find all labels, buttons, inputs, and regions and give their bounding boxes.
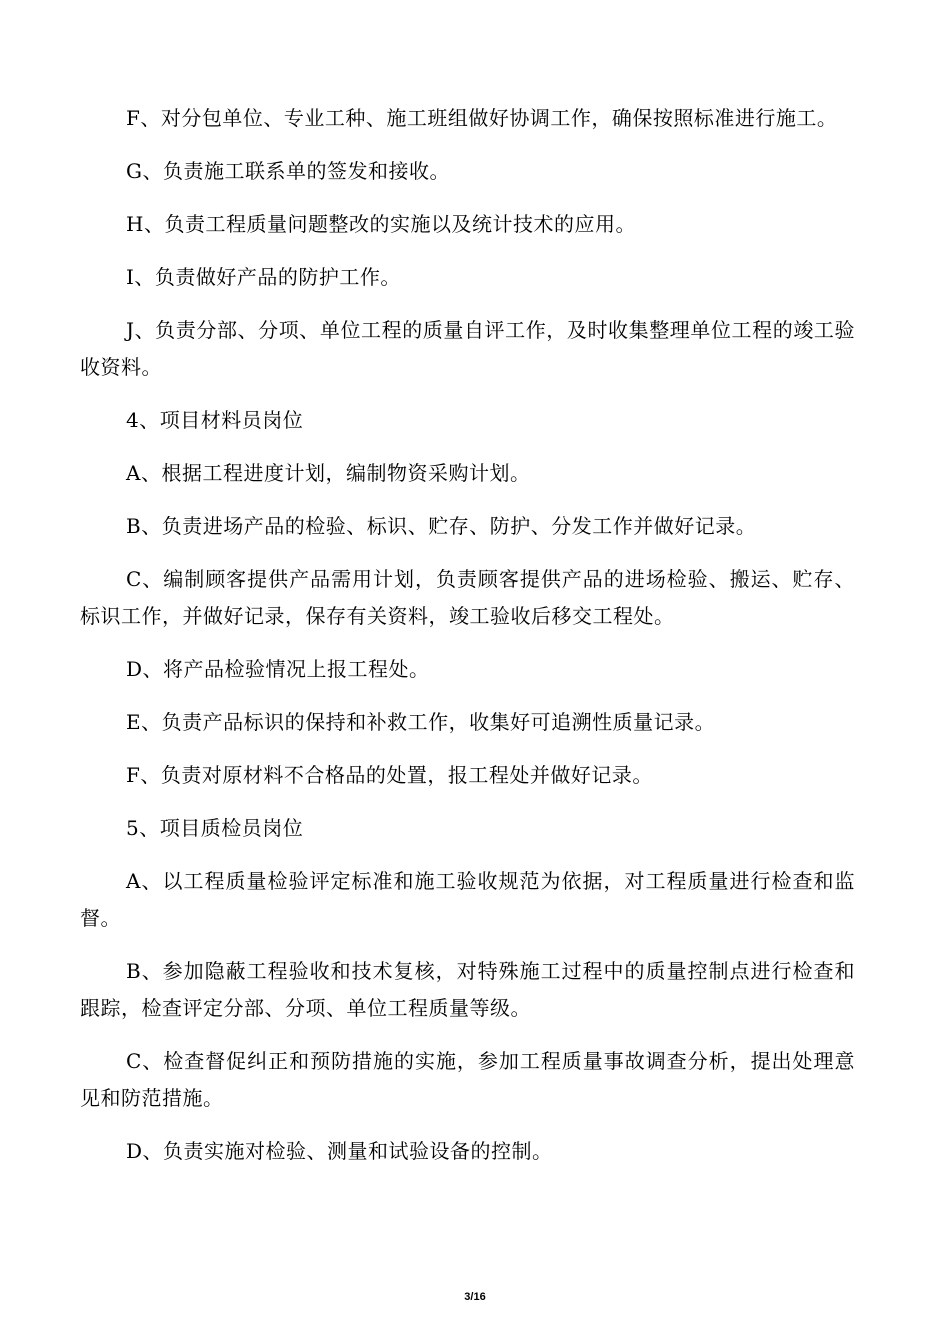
paragraph: B、参加隐蔽工程验收和技术复核，对特殊施工过程中的质量控制点进行检查和跟踪，检查评定分部、分项、单位工程质量等级。 xyxy=(80,959,855,1020)
paragraph: A、根据工程进度计划，编制物资采购计划。 xyxy=(126,461,531,485)
paragraph: E、负责产品标识的保持和补救工作，收集好可追溯性质量记录。 xyxy=(126,710,716,734)
document-body xyxy=(80,100,855,1186)
paragraph: C、编制顾客提供产品需用计划，负责顾客提供产品的进场检验、搬运、贮存、标识工作，并做好记录，保存有关资料，竣工验收后移交工程处。 xyxy=(80,567,855,628)
paragraph: C、检查督促纠正和预防措施的实施，参加工程质量事故调查分析，提出处理意见和防范措施。 xyxy=(80,1049,855,1110)
paragraph: F、对分包单位、专业工种、施工班组做好协调工作，确保按照标准进行施工。 xyxy=(126,106,838,130)
paragraph: F、负责对原材料不合格品的处置，报工程处并做好记录。 xyxy=(126,763,653,787)
paragraph: A、以工程质量检验评定标准和施工验收规范为依据，对工程质量进行检查和监督。 xyxy=(80,869,855,930)
section-heading: 4、项目材料员岗位 xyxy=(126,408,304,432)
paragraph: B、负责进场产品的检验、标识、贮存、防护、分发工作并做好记录。 xyxy=(126,514,757,538)
page-number: 3/16 xyxy=(464,1291,486,1303)
paragraph: I、负责做好产品的防护工作。 xyxy=(126,265,401,289)
paragraph: G、负责施工联系单的签发和接收。 xyxy=(126,159,450,183)
paragraph: H、负责工程质量问题整改的实施以及统计技术的应用。 xyxy=(126,212,636,236)
section-heading: 5、项目质检员岗位 xyxy=(126,816,304,840)
paragraph: D、负责实施对检验、测量和试验设备的控制。 xyxy=(126,1139,553,1163)
paragraph: D、将产品检验情况上报工程处。 xyxy=(126,657,430,681)
paragraph: J、负责分部、分项、单位工程的质量自评工作，及时收集整理单位工程的竣工验收资料。 xyxy=(80,318,855,379)
